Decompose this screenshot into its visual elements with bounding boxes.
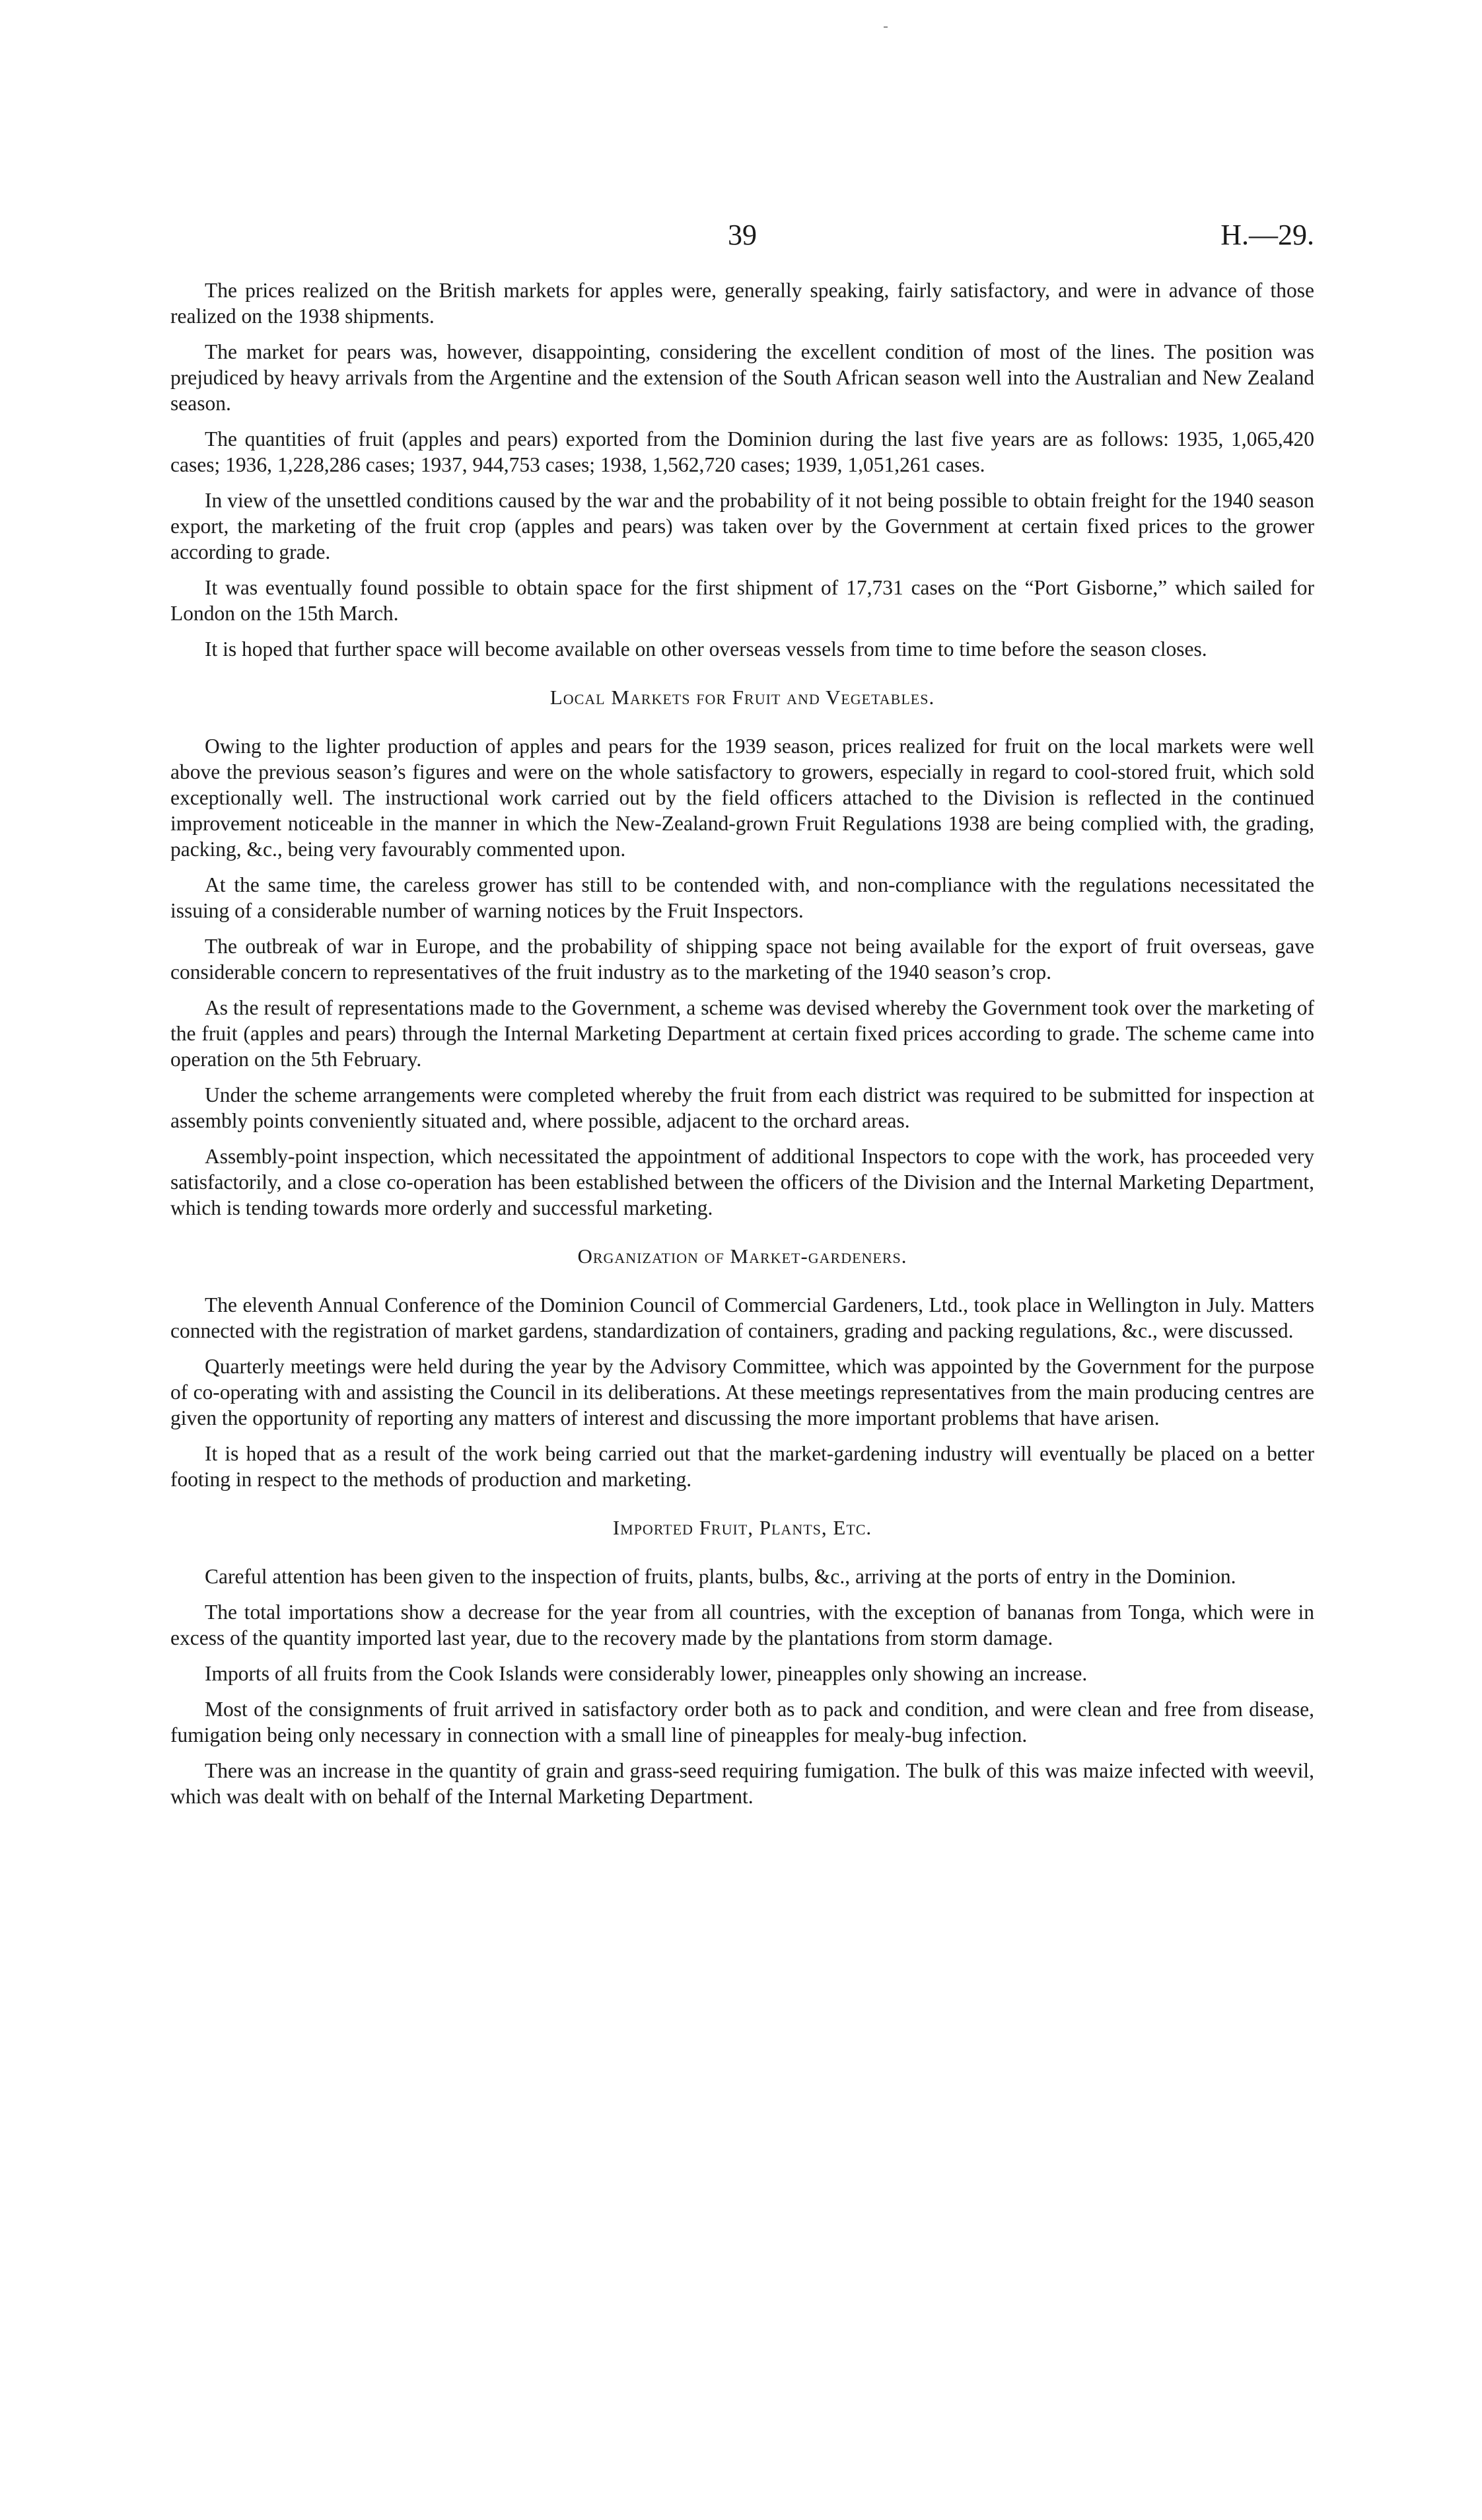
page-header: [170, 218, 1314, 258]
paragraph: The total importations show a decrease for the year from all countries, with the exception of bananas from Tonga, which were in excess of the quantity imported last year, due to the recovery made by the plantations from storm damage.: [170, 1601, 1314, 1649]
paragraph: It was eventually found possible to obtain space for the first shipment of 17,731 cases on the “Port Gisborne,” which sailed for London on the 15th March.: [170, 576, 1314, 625]
paragraph: Assembly-point inspection, which necessitated the appointment of additional Inspectors to cope with the work, has proceeded very satisfactorily, and a close co-operation has been established between the officers of the Division and the Internal Marketing Department, which is tending towards more orderly and successful marketing.: [170, 1145, 1314, 1219]
paragraph: In view of the unsettled conditions caused by the war and the probability of it not being possible to obtain freight for the 1940 season export, the marketing of the fruit crop (apples and pears) was taken over by the Government at certain fixed prices to the grower according to grade.: [170, 489, 1314, 563]
paragraph: At the same time, the careless grower has still to be contended with, and non-compliance with the regulations necessitated the issuing of a considerable number of warning notices by the Fruit Inspectors.: [170, 873, 1314, 922]
paragraph: It is hoped that as a result of the work being carried out that the market-gardening industry will eventually be placed on a better footing in respect to the methods of production and marketing.: [170, 1442, 1314, 1491]
section-heading: Organization of Market-gardeners.: [577, 1244, 907, 1268]
paragraph: Careful attention has been given to the inspection of fruits, plants, bulbs, &c., arriving at the ports of entry in the Dominion.: [205, 1565, 1236, 1588]
paragraph: The prices realized on the British markets for apples were, generally speaking, fairly satisfactory, and were in advance of those realized on the 1938 shipments.: [170, 279, 1314, 328]
paragraph: As the result of representations made to the Government, a scheme was devised whereby the Government took over the marketing of the fruit (apples and pears) through the Internal Marketing Department at certain fixed prices according to grade. The scheme came into operation on the 5th February.: [170, 996, 1314, 1071]
page-number: 39: [728, 219, 757, 251]
scan-speck: [884, 26, 888, 28]
paragraph: The eleventh Annual Conference of the Dominion Council of Commercial Gardeners, Ltd., took place in Wellington in July. Matters connected with the registration of market gardens, standardization of containers, grading and packing regulations, &c., were discussed.: [170, 1293, 1314, 1342]
paragraph: Most of the consignments of fruit arrived in satisfactory order both as to pack and condition, and were clean and free from disease, fumigation being only necessary in connection with a small line of pineapples for mealy-bug infection.: [170, 1698, 1314, 1746]
paragraph: Quarterly meetings were held during the year by the Advisory Committee, which was appointed by the Government for the purpose of co-operating with and assisting the Council in its deliberations. At these meetings representatives from the main producing centres are given the opportunity of reporting any matters of interest and discussing the more important problems that have arisen.: [170, 1355, 1314, 1429]
paragraph: The quantities of fruit (apples and pears) exported from the Dominion during the last five years are as follows: 1935, 1,065,420 cases; 1936, 1,228,286 cases; 1937, 944,753 cases; 1938, 1,562,720 cases; 1939, 1,051,261 cases.: [170, 427, 1314, 476]
paragraph: There was an increase in the quantity of grain and grass-seed requiring fumigation. The bulk of this was maize infected with weevil, which was dealt with on behalf of the Internal Marketing Department.: [170, 1759, 1314, 1808]
paragraph: It is hoped that further space will become available on other overseas vessels from time to time before the season closes.: [205, 637, 1207, 661]
paragraph: Under the scheme arrangements were completed whereby the fruit from each district was required to be submitted for inspection at assembly points conveniently situated and, where possible, adjacent to the orchard areas.: [170, 1083, 1314, 1132]
paragraph: Owing to the lighter production of apples and pears for the 1939 season, prices realized for fruit on the local markets were well above the previous season’s figures and were on the whole satisfactory to growers, especially in regard to cool-stored fruit, which sold exceptionally well. The instructional work carried out by the field officers attached to the Division is reflected in the continued improvement noticeable in the manner in which the New-Zealand-grown Fruit Regulations 1938 are being complied with, the grading, packing, &c., being very favourably commented upon.: [170, 735, 1314, 861]
paragraph: The market for pears was, however, disappointing, considering the excellent condition of most of the lines. The position was prejudiced by heavy arrivals from the Argentine and the extension of the South African season well into the Australian and New Zealand season.: [170, 340, 1314, 415]
paragraph: The outbreak of war in Europe, and the probability of shipping space not being available for the export of fruit overseas, gave considerable concern to representatives of the fruit industry as to the marketing of the 1940 season’s crop.: [170, 935, 1314, 984]
section-heading: Local Markets for Fruit and Vegetables.: [549, 686, 935, 709]
document-reference: H.—29.: [1220, 219, 1314, 251]
section-heading: Imported Fruit, Plants, Etc.: [612, 1516, 872, 1539]
paragraph: Imports of all fruits from the Cook Islands were considerably lower, pineapples only showing an increase.: [205, 1662, 1088, 1685]
page-body: [170, 277, 1314, 1819]
